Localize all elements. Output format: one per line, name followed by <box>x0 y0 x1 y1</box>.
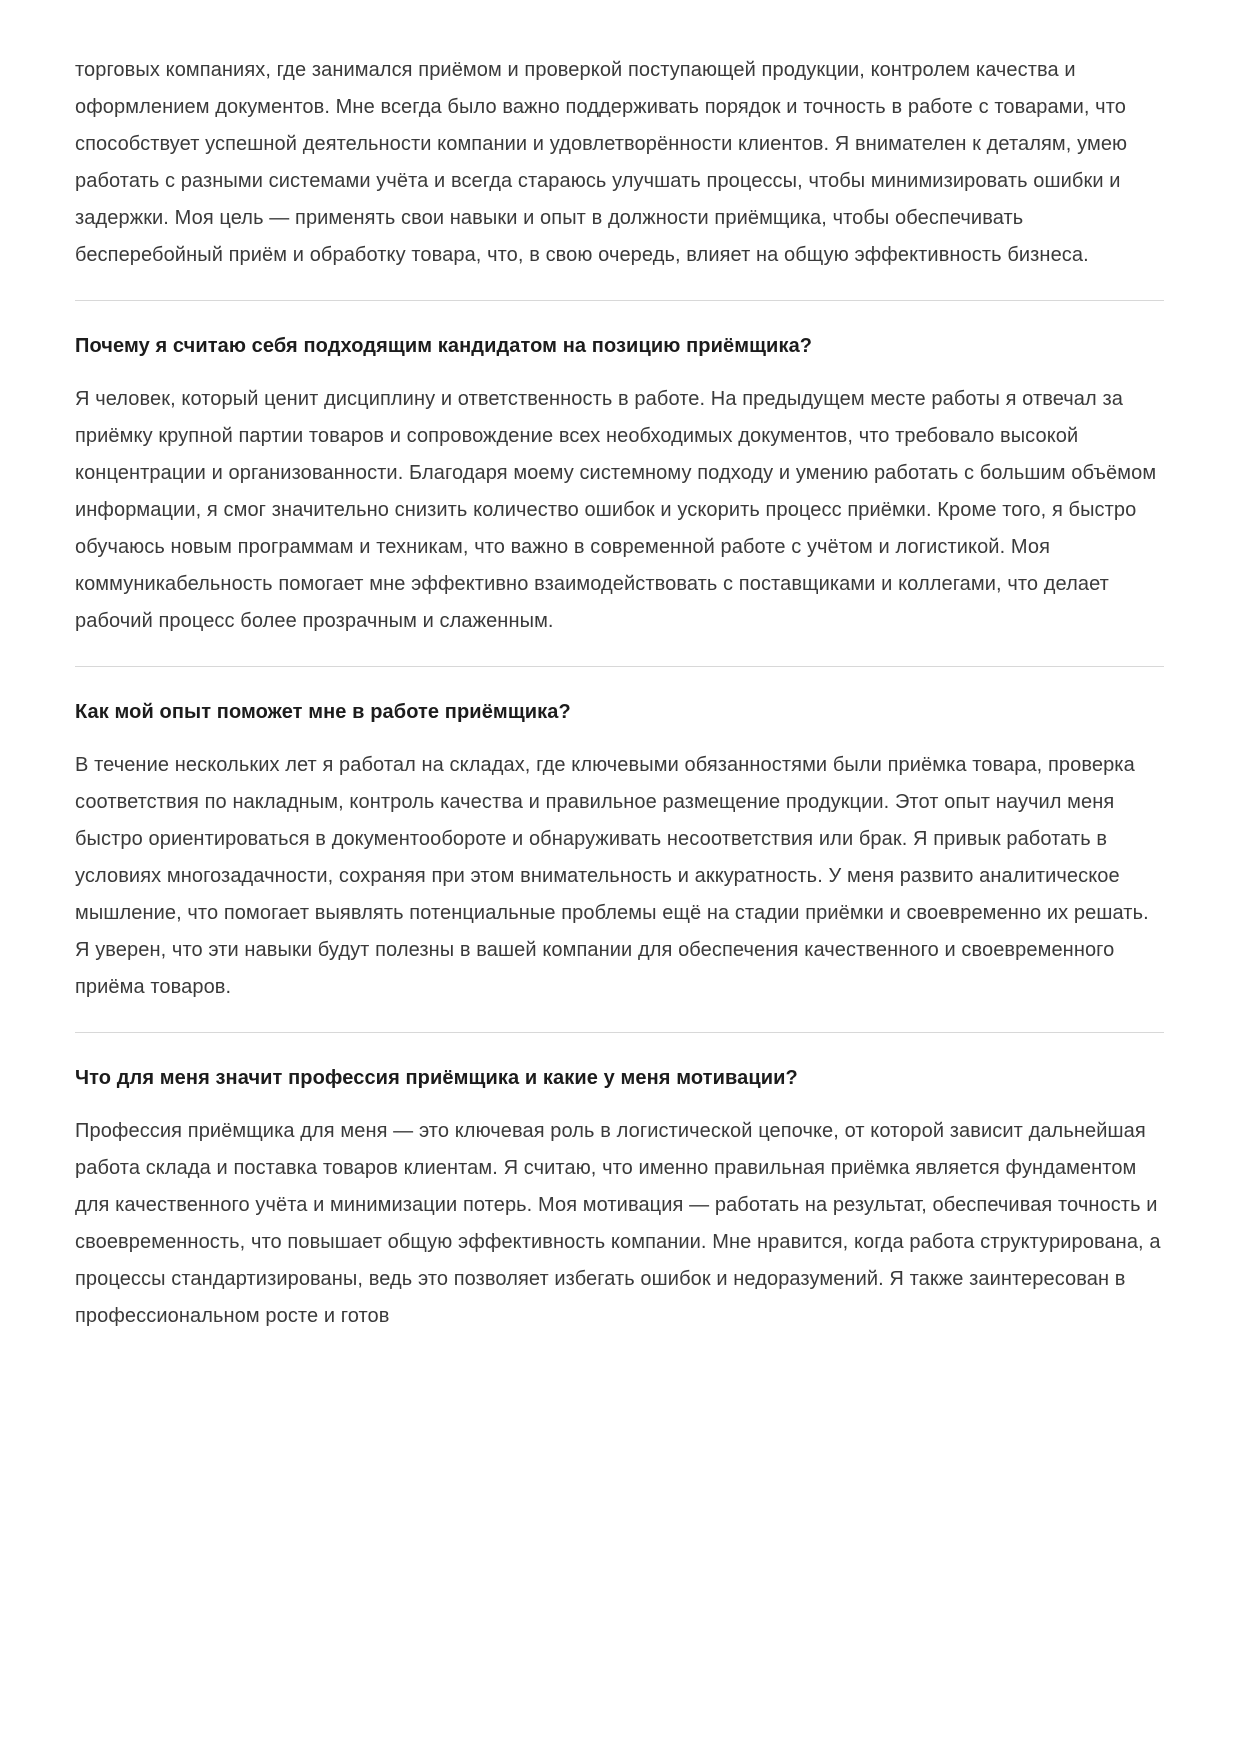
paragraph-motivation: Профессия приёмщика для меня — это ключевая роль в логистической цепочке, от которой зависит дальнейшая работа склада и поставка товаров клиентам. Я считаю, что именно правильная приёмка является фундаментом для качественного учёта и минимизации потерь. Моя мотивация — работать на результат, обеспечивая точность и своевременность, что повышает общую эффективность компании. Мне нравится, когда работа структурирована, а процессы стандартизированы, ведь это позволяет избегать ошибок и недоразумений. Я также заинтересован в профессиональном росте и готов <box>75 1120 1161 1327</box>
section-divider <box>75 300 1164 301</box>
paragraph-experience: В течение нескольких лет я работал на складах, где ключевыми обязанностями были приёмка товара, проверка соответствия по накладным, контроль качества и правильное размещение продукции. Этот опыт научил меня быстро ориентироваться в документообороте и обнаруживать несоответствия или брак. Я привык работать в условиях многозадачности, сохраняя при этом внимательность и аккуратность. У меня развито аналитическое мышление, что помогает выявлять потенциальные проблемы ещё на стадии приёмки и своевременно их решать. Я уверен, что эти навыки будут полезны в вашей компании для обеспечения качественного и своевременного приёма товаров. <box>75 754 1149 998</box>
section-heading-motivation: Что для меня значит профессия приёмщика и какие у меня мотивации? <box>75 1067 798 1089</box>
section-divider <box>75 666 1164 667</box>
section-divider <box>75 1032 1164 1033</box>
document-content <box>75 0 1164 1399</box>
section-heading-candidate-fit: Почему я считаю себя подходящим кандидатом на позицию приёмщика? <box>75 335 813 357</box>
section-experience <box>75 697 1164 1006</box>
section-motivation <box>75 1063 1164 1335</box>
paragraph-candidate-fit: Я человек, который ценит дисциплину и ответственность в работе. На предыдущем месте работы я отвечал за приёмку крупной партии товаров и сопровождение всех необходимых документов, что требовало высокой концентрации и организованности. Благодаря моему системному подходу и умению работать с большим объёмом информации, я смог значительно снизить количество ошибок и ускорить процесс приёмки. Кроме того, я быстро обучаюсь новым программам и техникам, что важно в современной работе с учётом и логистикой. Моя коммуникабельность помогает мне эффективно взаимодействовать с поставщиками и коллегами, что делает рабочий процесс более прозрачным и слаженным. <box>75 388 1157 632</box>
section-heading-experience: Как мой опыт поможет мне в работе приёмщика? <box>75 701 571 723</box>
section-intro <box>75 52 1164 274</box>
paragraph-intro: торговых компаниях, где занимался приёмом и проверкой поступающей продукции, контролем качества и оформлением документов. Мне всегда было важно поддерживать порядок и точность в работе с товарами, что способствует успешной деятельности компании и удовлетворённости клиентов. Я внимателен к деталям, умею работать с разными системами учёта и всегда стараюсь улучшать процессы, чтобы минимизировать ошибки и задержки. Моя цель — применять свои навыки и опыт в должности приёмщика, чтобы обеспечивать бесперебойный приём и обработку товара, что, в свою очередь, влияет на общую эффективность бизнеса. <box>75 59 1128 266</box>
section-candidate-fit <box>75 331 1164 640</box>
